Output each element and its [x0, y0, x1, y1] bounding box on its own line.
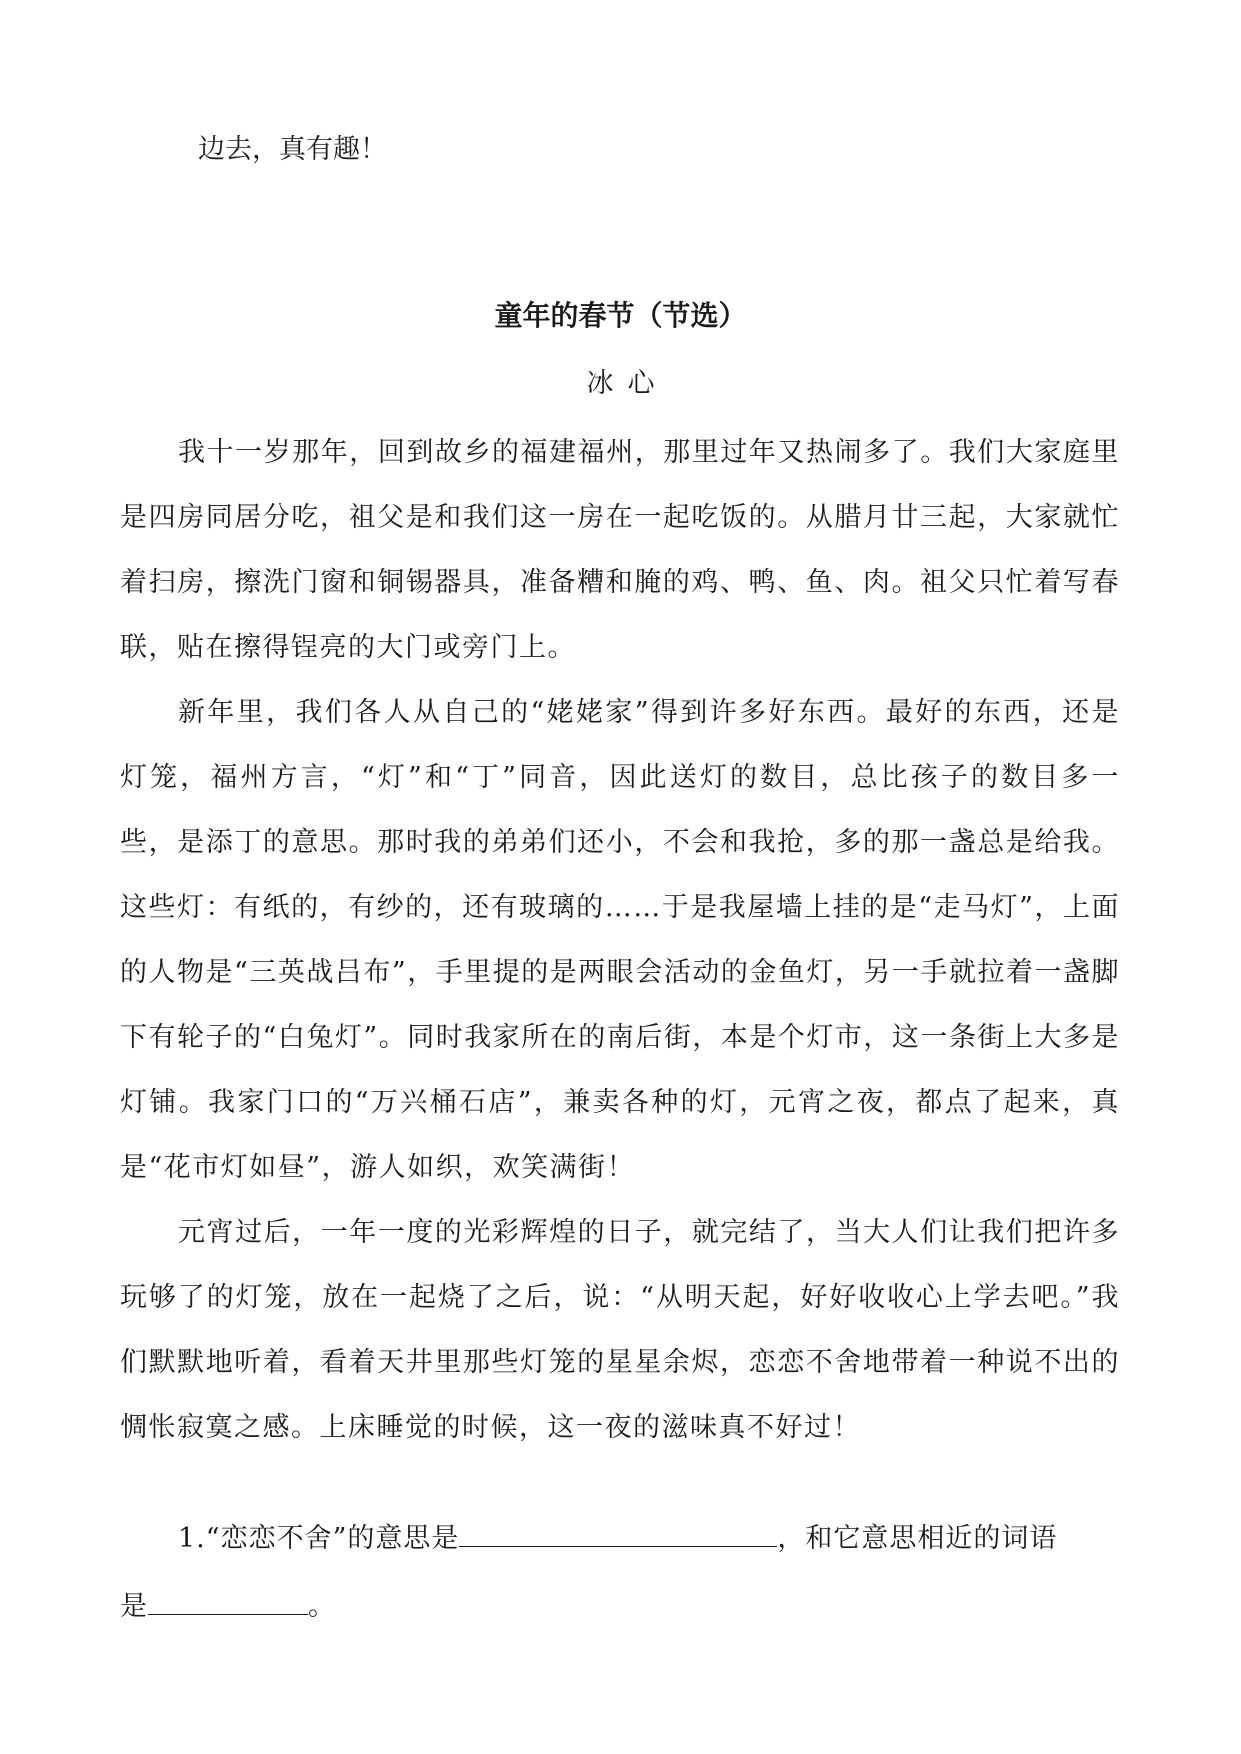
question-text-part4: 。	[308, 1591, 336, 1622]
question-text-part3: 是	[120, 1591, 148, 1622]
question-line-2	[120, 1573, 1120, 1641]
continued-text: 边去，真有趣！	[198, 134, 387, 165]
passage-author: 冰心	[586, 368, 669, 399]
passage-title: 童年的春节（节选）	[494, 299, 747, 332]
paragraph-2: 新年里，我们各人从自己的“姥姥家”得到许多好东西。最好的东西，还是灯笼，福州方言，“灯”和“丁”同音，因此送灯的数目，总比孩子的数目多一些，是添丁的意思。那时我的弟弟们还小，不会和我抢，多的那一盏总是给我。这些灯：有纸的，有纱的，还有玻璃的……于是我屋墙上挂的是“走马灯”，上面的人物是“三英战吕布”，手里提的是两眼会活动的金鱼灯，另一手就拉着一盏脚下有轮子的“白兔灯”。同时我家所在的南后街，本是个灯市，这一条街上大多是灯铺。我家门口的“万兴桶石店”，兼卖各种的灯，元宵之夜，都点了起来，真是“花市灯如昼”，游人如织，欢笑满街！	[120, 697, 1120, 1183]
question-text-part1: “恋恋不舍”的意思是	[205, 1523, 460, 1554]
question-number: 1.	[178, 1523, 206, 1554]
answer-blank-meaning[interactable]	[459, 1516, 777, 1547]
paragraph-3: 元宵过后，一年一度的光彩辉煌的日子，就完结了，当大人们让我们把许多玩够了的灯笼，放在一起烧了之后，说：“从明天起，好好收收心上学去吧。”我们默默地听着，看着天井里那些灯笼的星星余烬，恋恋不舍地带着一种说不出的惆怅寂寞之感。上床睡觉的时候，这一夜的滋味真不好过！	[120, 1217, 1120, 1443]
question-1	[120, 1505, 1120, 1641]
paragraph-1: 我十一岁那年，回到故乡的福建福州，那里过年又热闹多了。我们大家庭里是四房同居分吃，祖父是和我们这一房在一起吃饭的。从腊月廿三起，大家就忙着扫房，擦洗门窗和铜锡器具，准备糟和腌的鸡、鸭、鱼、肉。祖父只忙着写春联，贴在擦得锃亮的大门或旁门上。	[120, 437, 1120, 663]
question-text-part2: ，和它意思相近的词语	[777, 1523, 1058, 1554]
answer-blank-synonym[interactable]	[148, 1584, 308, 1615]
question-line-1	[120, 1505, 1120, 1573]
passage-body	[120, 420, 1120, 1460]
